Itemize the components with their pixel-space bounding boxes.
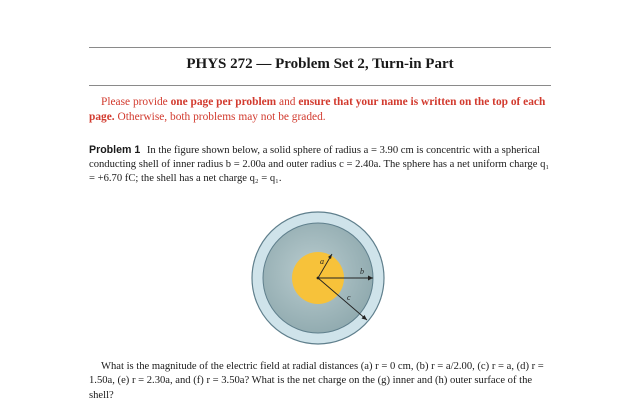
label-b: b — [360, 267, 364, 276]
notice-bold-2: ensure that your name is written on the top of each page. — [89, 96, 546, 123]
bottom-rule — [89, 85, 551, 86]
problem-1 — [89, 143, 551, 187]
problem-1-question: What is the magnitude of the electric field at radial distances (a) r = 0 cm, (b) r = a/2.00, (c) r = a, (d) r = 1.50a, (e) r = 2.30a, and (f) r = 3.50a? What is the net charge on the (g) inner and (h) outer surface of the shell? — [89, 361, 544, 401]
label-a: a — [320, 257, 324, 266]
label-c: c — [347, 293, 351, 302]
grading-notice — [89, 95, 551, 125]
notice-text-1: Please provide — [101, 96, 171, 108]
notice-text-3: Otherwise, both problems may not be graded. — [114, 111, 326, 123]
concentric-sphere-figure — [250, 210, 386, 346]
problem-text: In the figure shown below, a solid sphere of radius a = 3.90 cm is concentric with a spherical conducting shell of inner radius b = 2.00a and outer radius c = 2.40a. The sphere has a net uniform charge q₁ = +6.70 fC; the shell has a net charge q₂ = q₁. — [89, 145, 550, 185]
notice-text-2: and — [276, 96, 299, 108]
top-rule — [89, 47, 551, 48]
notice-bold-1: one page per problem — [170, 96, 277, 108]
problem-label: Problem 1 — [89, 144, 141, 156]
page-title: PHYS 272 — Problem Set 2, Turn-in Part — [186, 56, 454, 72]
